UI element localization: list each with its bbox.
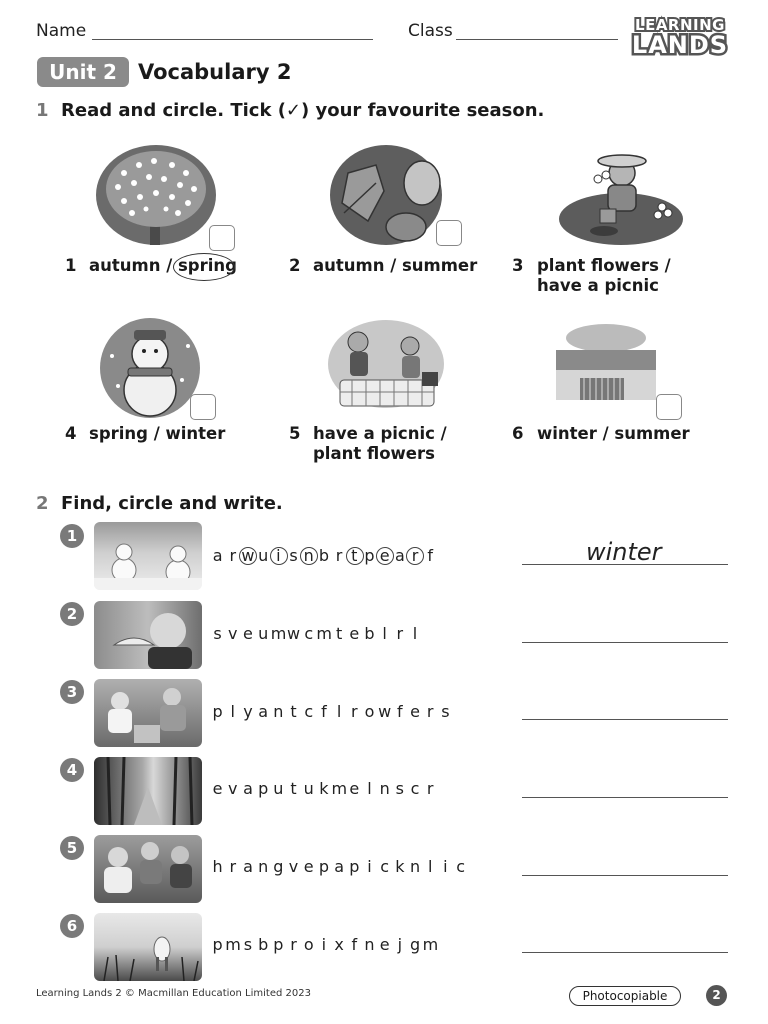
exercise-1-number: 1 (36, 100, 49, 121)
unit-badge: Unit 2 (37, 57, 129, 87)
copyright-text: Learning Lands 2 © Macmillan Education Limited 2023 (36, 988, 311, 999)
letter[interactable]: l (230, 702, 235, 721)
letter[interactable]: g (273, 857, 284, 876)
letter[interactable]: y (243, 702, 253, 721)
letter[interactable]: r (350, 702, 358, 721)
letter[interactable]: l (412, 624, 418, 643)
letter[interactable]: n (364, 935, 375, 954)
item-5-number: 5 (289, 424, 301, 443)
letter[interactable]: a (258, 702, 269, 721)
answer-1: winter (586, 538, 662, 566)
letter[interactable]: o (364, 702, 375, 721)
tickbox-4[interactable] (190, 394, 216, 420)
item-1-caption[interactable]: autumn / spring (89, 256, 237, 275)
letter[interactable]: h (212, 857, 223, 876)
row-2-number: 2 (60, 602, 84, 626)
letter[interactable]: b (318, 546, 329, 565)
item-4-caption[interactable]: spring / winter (89, 424, 226, 443)
letter[interactable]: a (394, 546, 405, 565)
letter[interactable]: m (316, 624, 332, 643)
letter[interactable]: e (212, 779, 223, 798)
letter[interactable]: r (290, 935, 297, 954)
item-3-number: 3 (512, 256, 524, 275)
answer-line-6[interactable] (522, 952, 728, 953)
item-2-number: 2 (289, 256, 301, 275)
answer-line-2[interactable] (522, 642, 728, 643)
letter[interactable]: t (290, 702, 297, 721)
circled-letter[interactable]: w (241, 546, 255, 565)
letter[interactable]: p (212, 935, 223, 954)
photocopiable-badge: Photocopiable (569, 986, 681, 1006)
letter[interactable]: p (258, 779, 269, 798)
letter[interactable]: s (289, 546, 298, 565)
tickbox-2[interactable] (436, 220, 462, 246)
row-5-number: 5 (60, 836, 84, 860)
letter[interactable]: l (382, 624, 387, 643)
letter[interactable]: r (335, 546, 343, 565)
letter[interactable]: p (349, 857, 360, 876)
learning-lands-logo: LEARNING LANDS (631, 16, 729, 59)
page-number: 2 (706, 985, 727, 1006)
letter[interactable]: p (318, 857, 329, 876)
item-5-caption[interactable]: have a picnic / plant flowers (313, 424, 447, 463)
letter[interactable]: n (258, 857, 269, 876)
letter[interactable]: r (426, 779, 434, 798)
letter[interactable]: o (303, 935, 314, 954)
exercise-2-number: 2 (36, 493, 49, 514)
circled-letter[interactable]: i (271, 546, 286, 566)
exercise-2-instruction: Find, circle and write. (61, 493, 283, 514)
letter[interactable]: r (229, 857, 237, 876)
item-6-caption[interactable]: winter / summer (537, 424, 690, 443)
letter[interactable]: b (364, 624, 375, 643)
letter[interactable]: e (349, 779, 360, 798)
tickbox-6[interactable] (656, 394, 682, 420)
circled-letter[interactable]: r (407, 546, 422, 566)
letter-string-1[interactable] (210, 546, 438, 566)
letter[interactable]: i (367, 857, 372, 876)
snowman-picture (98, 316, 204, 420)
letter[interactable]: f (351, 935, 358, 954)
letter[interactable]: k (395, 857, 405, 876)
letter[interactable]: a (212, 546, 223, 565)
picnic-picture (326, 316, 446, 412)
item-3-caption[interactable]: plant flowers / have a picnic (537, 256, 671, 295)
tickbox-1[interactable] (209, 225, 235, 251)
letter[interactable]: v (228, 624, 238, 643)
row-6-number: 6 (60, 914, 84, 938)
letter[interactable]: e (410, 702, 420, 721)
letter[interactable]: c (304, 624, 314, 643)
letter[interactable]: m (331, 779, 348, 798)
letter[interactable]: c (304, 702, 314, 721)
autumn-forest-photo (94, 757, 202, 825)
letter[interactable]: c (380, 857, 390, 876)
class-label: Class (408, 21, 453, 41)
letter[interactable]: n (409, 857, 421, 876)
letter[interactable]: w (378, 702, 392, 721)
sunset-beach-picture (556, 316, 656, 406)
letter-string-5[interactable] (210, 857, 468, 877)
letter[interactable]: k (319, 779, 329, 798)
letter[interactable]: r (426, 702, 434, 721)
letter-string-6[interactable] (210, 935, 438, 955)
letter[interactable]: b (258, 935, 269, 954)
letter[interactable]: u (258, 624, 269, 643)
row-1-number: 1 (60, 524, 84, 548)
letter[interactable]: w (286, 624, 301, 643)
letter[interactable]: x (334, 935, 344, 954)
letter[interactable]: t (290, 779, 297, 798)
letter[interactable]: i (321, 935, 327, 954)
name-write-line[interactable] (92, 39, 373, 40)
letter[interactable]: g (409, 935, 421, 954)
class-write-line[interactable] (456, 39, 618, 40)
letter[interactable]: f (321, 702, 327, 721)
letter-string-4[interactable] (210, 779, 438, 799)
letter[interactable]: e (349, 624, 360, 643)
letter[interactable]: u (303, 779, 314, 798)
lamb-photo (94, 913, 202, 981)
child-planting-picture (558, 143, 684, 249)
letter[interactable]: f (427, 546, 434, 565)
item-4-number: 4 (65, 424, 77, 443)
letter[interactable]: c (410, 779, 420, 798)
letter[interactable]: n (379, 779, 390, 798)
letter[interactable]: s (243, 935, 253, 954)
letter[interactable]: p (273, 935, 284, 954)
family-picnic-photo (94, 835, 202, 903)
exercise-1-instruction: Read and circle. Tick (✓) your favourite season. (61, 100, 545, 121)
letter[interactable]: e (303, 857, 314, 876)
watermelon-boy-photo (94, 601, 202, 669)
letter[interactable]: l (336, 702, 342, 721)
letter[interactable]: m (422, 935, 439, 954)
snowmen-photo (94, 522, 202, 590)
answer-line-3[interactable] (522, 719, 728, 720)
letter[interactable]: m (270, 624, 287, 643)
letter[interactable]: e (243, 624, 253, 643)
item-2-caption[interactable]: autumn / summer (313, 256, 478, 275)
letter[interactable]: n (273, 702, 284, 721)
circled-letter[interactable]: n (301, 546, 316, 566)
gardening-photo (94, 679, 202, 747)
row-3-number: 3 (60, 680, 84, 704)
circled-letter[interactable]: t (347, 546, 362, 566)
row-4-number: 4 (60, 758, 84, 782)
letter[interactable]: c (456, 857, 465, 876)
letter[interactable]: v (288, 857, 299, 876)
letter-string-3[interactable] (210, 702, 453, 722)
item-6-number: 6 (512, 424, 524, 443)
spring-answer-circle (173, 253, 235, 281)
letter[interactable]: l (427, 857, 433, 876)
answer-line-4[interactable] (522, 797, 728, 798)
letter[interactable]: t (335, 624, 343, 643)
answer-line-5[interactable] (522, 875, 728, 876)
letter[interactable]: a (243, 779, 253, 798)
letter[interactable]: l (367, 779, 372, 798)
letter[interactable]: u (258, 546, 269, 565)
letter[interactable]: p (212, 702, 223, 721)
item-1-number: 1 (65, 256, 77, 275)
name-label: Name (36, 21, 87, 41)
circled-letter[interactable]: e (377, 546, 392, 566)
letter[interactable]: s (441, 702, 450, 721)
letter[interactable]: s (395, 779, 405, 798)
letter[interactable]: s (213, 624, 222, 643)
letter[interactable]: f (397, 702, 403, 721)
letter[interactable]: e (379, 935, 390, 954)
letter[interactable]: j (397, 935, 403, 954)
letter[interactable]: a (243, 857, 253, 876)
letter[interactable]: u (273, 779, 284, 798)
page-title: Vocabulary 2 (138, 60, 292, 84)
letter[interactable]: r (396, 624, 404, 643)
letter[interactable]: m (225, 935, 241, 954)
letter[interactable]: r (229, 546, 237, 565)
letter[interactable]: i (443, 857, 448, 876)
letter[interactable]: p (364, 546, 375, 565)
blossom-tree-picture (94, 143, 218, 249)
letter[interactable]: v (228, 779, 238, 798)
letter[interactable]: a (334, 857, 344, 876)
letter-string-2[interactable] (210, 624, 423, 644)
autumn-leaves-picture (328, 143, 444, 247)
